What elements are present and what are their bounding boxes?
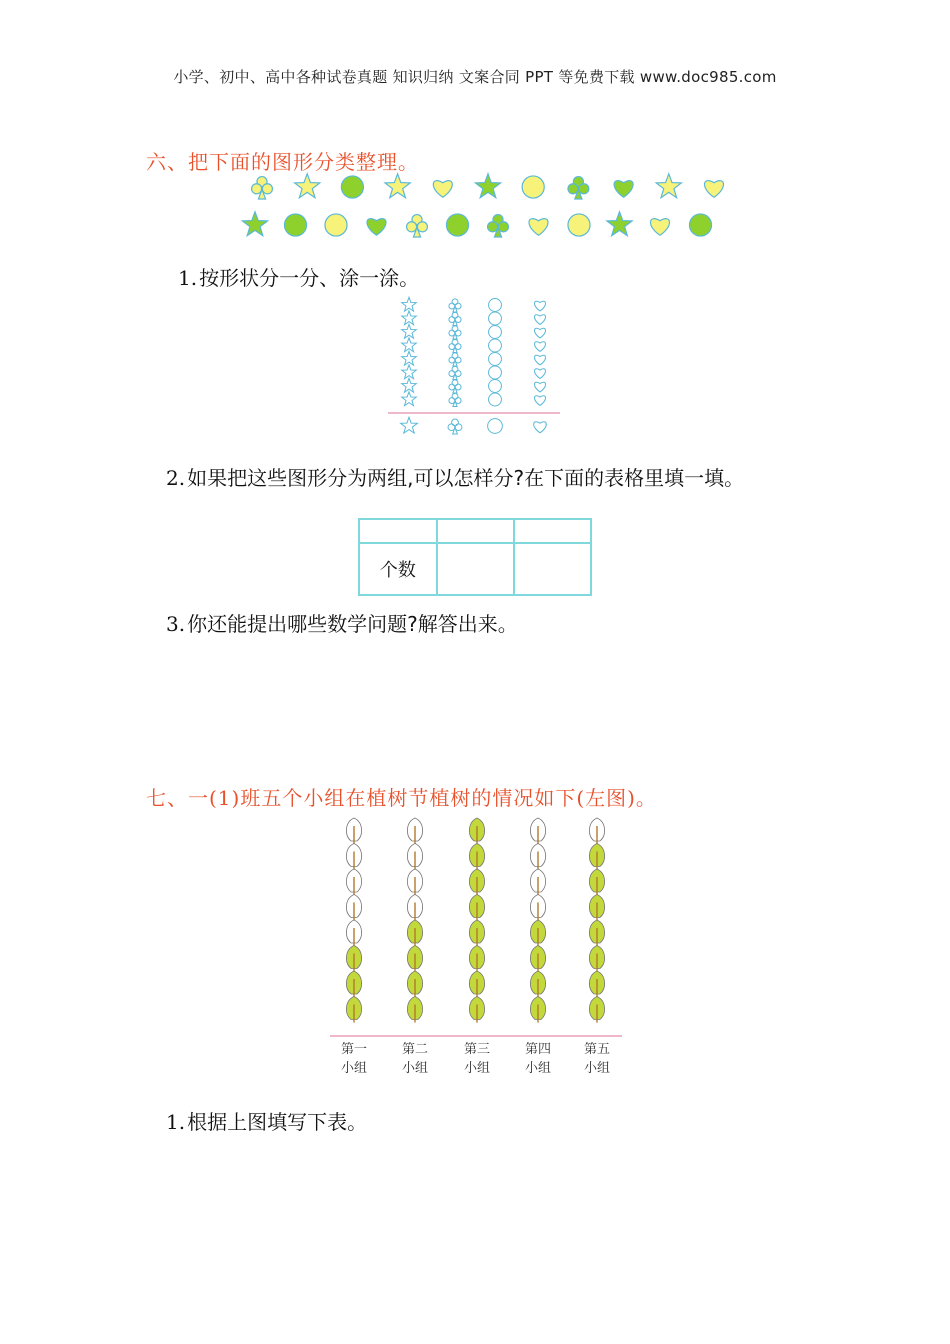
group-label-line2: 小组: [401, 1061, 429, 1076]
planted-tree-icon: [530, 946, 545, 972]
planted-tree-icon: [530, 997, 545, 1023]
s7-q1-text: [166, 1106, 367, 1135]
q1-label: 按形状分一分、涂一涂。: [199, 266, 420, 290]
planted-tree-icon: [469, 946, 484, 972]
planted-tree-icon: [469, 844, 484, 870]
planted-tree-icon: [407, 920, 422, 946]
planted-tree-icon: [346, 997, 361, 1023]
planted-tree-icon: [589, 946, 604, 972]
group-label-line1: 第四: [524, 1042, 552, 1057]
planted-tree-icon: [346, 971, 361, 997]
planted-tree-icon: [469, 971, 484, 997]
planted-tree-icon: [407, 971, 422, 997]
planted-tree-icon: [589, 997, 604, 1023]
q1-number: 1.: [178, 266, 198, 290]
unplanted-tree-icon: [346, 869, 361, 895]
planted-tree-icon: [589, 844, 604, 870]
unplanted-tree-icon: [530, 844, 545, 870]
planted-tree-icon: [346, 946, 361, 972]
unplanted-tree-icon: [530, 869, 545, 895]
planted-tree-icon: [589, 895, 604, 921]
planted-tree-icon: [469, 895, 484, 921]
unplanted-tree-icon: [589, 818, 604, 844]
unplanted-tree-icon: [407, 869, 422, 895]
unplanted-tree-icon: [346, 920, 361, 946]
planted-tree-icon: [589, 869, 604, 895]
unplanted-tree-icon: [530, 818, 545, 844]
unplanted-tree-icon: [346, 818, 361, 844]
planted-tree-icon: [407, 946, 422, 972]
unplanted-tree-icon: [407, 818, 422, 844]
unplanted-tree-icon: [346, 844, 361, 870]
s7-q1-number: 1.: [166, 1110, 186, 1134]
table-row-label: 个数: [359, 543, 437, 595]
group-label-line1: 第二: [401, 1042, 429, 1057]
group-label-line2: 小组: [583, 1061, 611, 1076]
planted-tree-icon: [407, 997, 422, 1023]
s7-q1-label: 根据上图填写下表。: [187, 1110, 368, 1134]
section6-title: 六、把下面的图形分类整理。: [146, 150, 419, 174]
planted-tree-icon: [530, 920, 545, 946]
planted-tree-icon: [469, 869, 484, 895]
group-label-line2: 小组: [524, 1061, 552, 1076]
q2-number: 2.: [166, 466, 186, 490]
planted-tree-icon: [530, 971, 545, 997]
q2-label: 如果把这些图形分为两组,可以怎样分?在下面的表格里填一填。: [187, 466, 745, 490]
planted-tree-icon: [469, 997, 484, 1023]
group-label-line1: 第一: [340, 1042, 368, 1057]
unplanted-tree-icon: [346, 895, 361, 921]
planted-tree-icon: [469, 920, 484, 946]
page-header: 小学、初中、高中各种试卷真题 知识归纳 文案合同 PPT 等免费下载 www.doc985.com: [173, 68, 777, 86]
section7-title: 七、一(1)班五个小组在植树节植树的情况如下(左图)。: [146, 786, 657, 810]
q3-number: 3.: [166, 612, 186, 636]
group-label-line1: 第三: [463, 1042, 491, 1057]
planted-tree-icon: [589, 920, 604, 946]
group-label-line1: 第五: [583, 1042, 611, 1057]
group-label-line2: 小组: [463, 1061, 491, 1076]
group-label-line2: 小组: [340, 1061, 368, 1076]
q3-label: 你还能提出哪些数学问题?解答出来。: [187, 612, 518, 636]
planted-tree-icon: [469, 818, 484, 844]
unplanted-tree-icon: [530, 895, 545, 921]
unplanted-tree-icon: [407, 895, 422, 921]
planted-tree-icon: [589, 971, 604, 997]
unplanted-tree-icon: [407, 844, 422, 870]
